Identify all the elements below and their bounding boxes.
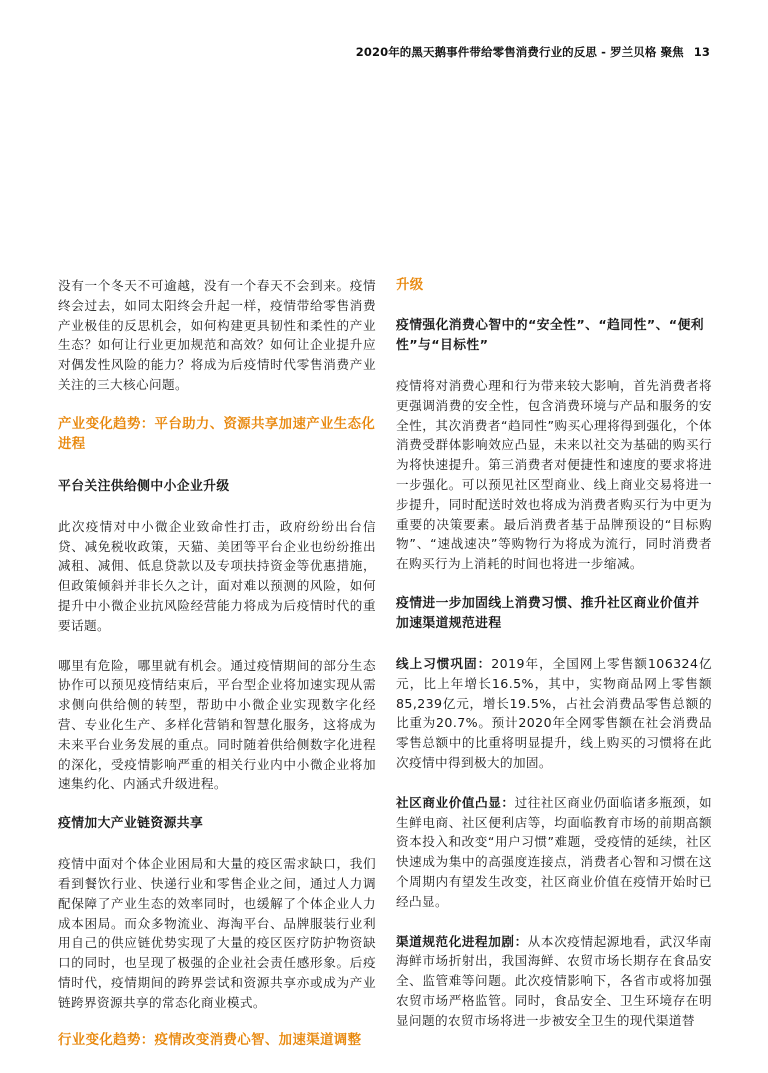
- body-paragraph-channel: [396, 932, 712, 1031]
- subheading-platform: 平台关注供给侧中小企业升级: [58, 478, 230, 494]
- section-title-industry: 产业变化趋势：平台助力、资源共享加速产业生态化进程: [58, 416, 376, 452]
- section-title-continued: 升级: [396, 278, 424, 293]
- section-title-consumer: 行业变化趋势：疫情改变消费心智、加速渠道调整: [58, 1032, 362, 1048]
- lead-online: 线上习惯巩固：: [396, 655, 492, 671]
- body-paragraph-community: [396, 793, 712, 912]
- subheading-resource-sharing: 疫情加大产业链资源共享: [58, 816, 204, 832]
- page-number: 13: [693, 45, 710, 59]
- body-paragraph-online: [396, 654, 712, 773]
- body-paragraph: 哪里有危险，哪里就有机会。通过疫情期间的部分生态协作可以预见疫情结束后，平台型企业将加速实现从需求侧向供给侧的转型，帮助中小微企业实现数字化经营、专业化生产、多样化营销和智慧化服务，这将成为未来平台业务发展的重点。同时随着供给侧数字化进程的深化，受疫情影响严重的相关行业内中小微企业将加速集约化、内涵式升级进程。: [58, 657, 376, 792]
- text-online: 2019年，全国网上零售额106324亿元，比上年增长16.5%，其中，实物商品网上零售额85,239亿元，增长19.5%，占社会消费品零售总额的比重为20.7%。预计2020年全网零售额在社会消费品零售总额中的比重将明显提升，线上购买的习惯将在此次疫情中得到极大的加固。: [396, 655, 712, 770]
- subheading-online-habits: 疫情进一步加固线上消费习惯、推升社区商业价值并加速渠道规范进程: [396, 595, 700, 631]
- text-channel: 从本次疫情起源地看，武汉华南海鲜市场折射出，我国海鲜、农贸市场长期存在食品安全、监管难等问题。此次疫情影响下，各省市或将加强农贸市场严格监管。同时，食品安全、卫生环境存在明显问题的农贸市场将进一步被安全卫生的现代渠道替: [396, 933, 713, 1028]
- body-paragraph: 疫情中面对个体企业困局和大量的疫区需求缺口，我们看到餐饮行业、快递行业和零售企业之间，通过人力调配保障了产业生态的效率同时，也缓解了个体企业人力成本困局。而众多物流业、海淘平台、品牌服装行业利用自己的供应链优势实现了大量的疫区医疗防护物资缺口的同时，也呈现了极强的企业社会责任感形象。后疫情时代，疫情期间的跨界尝试和资源共享亦或成为产业链跨界资源共享的常态化商业模式。: [58, 856, 376, 1010]
- header-title: 2020年的黑天鹅事件带给零售消费行业的反思 - 罗兰贝格 聚焦: [355, 45, 684, 59]
- right-column: [396, 276, 712, 1051]
- lead-channel: 渠道规范化进程加剧：: [396, 933, 528, 949]
- subheading-consumer-mindset: 疫情强化消费心智中的“安全性”、“趋同性”、“便利性”与“目标性”: [396, 318, 704, 353]
- text-community: 过往社区商业仍面临诸多瓶颈，如生鲜电商、社区便利店等，均面临教育市场的前期高额资本投入和改变“用户习惯”难题，受疫情的延续，社区快速成为集中的高强度连接点，消费者心智和习惯在这个周期内有望发生改变，社区商业价值在疫情开始时已经凸显。: [396, 794, 713, 909]
- lead-community: 社区商业价值凸显：: [396, 794, 515, 810]
- left-column: [58, 276, 376, 1073]
- page-header: [356, 44, 710, 60]
- intro-paragraph: 没有一个冬天不可逾越，没有一个春天不会到来。疫情终会过去，如同太阳终会升起一样，疫情带给零售消费产业极佳的反思机会，如何构建更具韧性和柔性的产业生态？如何让行业更加规范和高效？如何让企业提升应对偶发性风险的能力？将成为后疫情时代零售消费产业关注的三大核心问题。: [58, 278, 376, 392]
- body-paragraph: 疫情将对消费心理和行为带来较大影响，首先消费者将更强调消费的安全性，包含消费环境与产品和服务的安全性，其次消费者“趋同性”购买心理将得到强化，个体消费受群体影响效应凸显，未来以社交为基础的购买行为将快速提升。第三消费者对便捷性和速度的要求将进一步强化。可以预见社区型商业、线上商业交易将进一步提升，同时配送时效也将成为消费者购买行为中更为重要的决策要素。最后消费者基于品牌预设的“目标购物”、“速战速决”等购物行为将成为流行，同时消费者在购买行为上消耗的时间也将进一步缩减。: [396, 378, 712, 572]
- body-paragraph: 此次疫情对中小微企业致命性打击，政府纷纷出台信贷、减免税收政策，天猫、美团等平台企业也纷纷推出减租、减佣、低息贷款以及专项扶持资金等优惠措施，但政策倾斜并非长久之计，面对难以预测的风险，如何提升中小微企业抗风险经营能力将成为后疫情时代的重要话题。: [58, 518, 376, 633]
